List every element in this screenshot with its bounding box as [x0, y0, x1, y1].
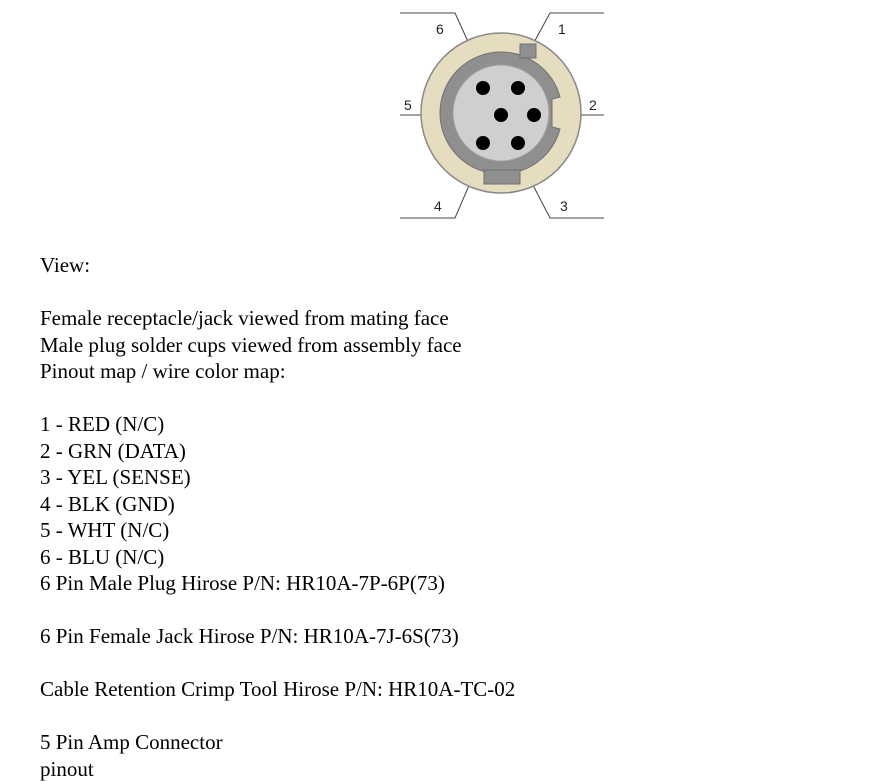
female-jack-part-number: 6 Pin Female Jack Hirose P/N: HR10A-7J-6S(73) [40, 624, 459, 648]
pin-4 [476, 136, 490, 150]
pin-label-2: 2 [589, 97, 597, 113]
pin-label-6: 6 [436, 21, 444, 37]
pinout-item: 1 - RED (N/C) [40, 412, 165, 436]
description-line: Female receptacle/jack viewed from mating face [40, 306, 449, 330]
pin-6 [476, 81, 490, 95]
pinout-item: 6 - BLU (N/C) [40, 544, 165, 569]
description-line: Pinout map / wire color map: [40, 359, 286, 383]
description-line: Male plug solder cups viewed from assembly face [40, 332, 462, 357]
view-label: View: [40, 253, 91, 277]
shell-key-top [520, 44, 536, 58]
pin-1 [511, 81, 525, 95]
pin-label-1: 1 [558, 21, 566, 37]
description-block [40, 305, 462, 385]
pin-3 [511, 136, 525, 150]
pinout-item: 4 - BLK (GND) [40, 491, 175, 516]
connector-pinout-diagram [380, 0, 620, 225]
pinout-item: 3 - YEL (SENSE) [40, 465, 191, 489]
male-plug-part-number: 6 Pin Male Plug Hirose P/N: HR10A-7P-6P(73) [40, 571, 445, 595]
pinout-list [40, 411, 445, 597]
crimp-tool-block [40, 676, 515, 703]
amp-connector-block [40, 729, 223, 782]
pin-2 [527, 108, 541, 122]
crimp-tool-part-number: Cable Retention Crimp Tool Hirose P/N: HR10A-TC-02 [40, 677, 516, 701]
shell-key-bottom [484, 170, 520, 184]
female-jack-block [40, 623, 459, 650]
view-heading [40, 252, 90, 279]
amp-connector-subtitle: pinout [40, 756, 94, 781]
pinout-item: 2 - GRN (DATA) [40, 438, 186, 463]
amp-connector-title: 5 Pin Amp Connector [40, 730, 223, 754]
pin-label-5: 5 [404, 97, 412, 113]
pin-5 [494, 108, 508, 122]
pinout-item: 5 - WHT (N/C) [40, 518, 170, 542]
pin-label-3: 3 [560, 198, 568, 214]
pin-label-4: 4 [434, 198, 442, 214]
